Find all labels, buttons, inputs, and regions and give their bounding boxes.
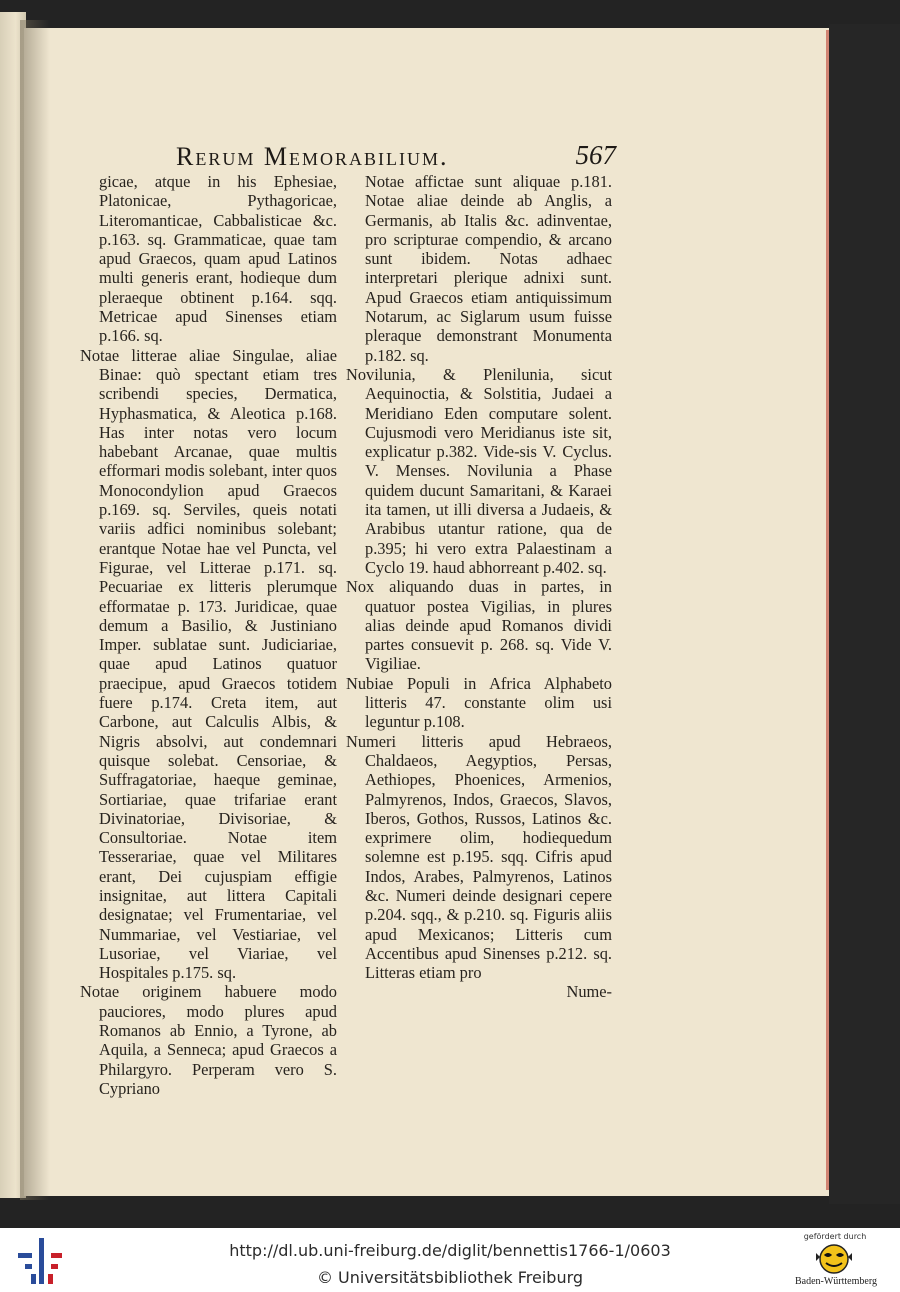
- index-entry: Nubiae Populi in Africa Alphabeto litteris 47. constante olim usi leguntur p.108.: [346, 673, 612, 732]
- scan-margin-right: [829, 24, 900, 1204]
- coat-of-arms-icon: [814, 1243, 854, 1275]
- running-head-title: Rerum Memorabilium.: [176, 142, 449, 171]
- sponsor-name: Baden-Württemberg: [794, 1276, 877, 1287]
- running-head: [176, 140, 616, 174]
- sponsor-label: gefördert durch: [803, 1232, 867, 1241]
- page-gutter: [20, 20, 50, 1200]
- right-column: [346, 172, 612, 1002]
- document-url[interactable]: http://dl.ub.uni-freiburg.de/diglit/bennettis1766-1/0603: [229, 1241, 671, 1260]
- page-number: 567: [575, 140, 616, 170]
- index-entry: Notae litterae aliae Singulae, aliae Binae: quò spectant etiam tres scribendi species, Dermatica, Hyphasmatica, & Aleotica p.168. Has inter notas vero locum habebant Arcanae, quae multis efformari modis solebant, inter quos Monocondylion apud Graecos p.169. sq. Serviles, queis notati variis adfici nominibus solebant; erantque Notae hae vel Puncta, vel Figurae, vel Litterae p.171. sq. Pecuariae ex litteris plerumque efformatae p. 173. Juridicae, quae demum a Basilio, & Justiniano Imper. sublatae sunt. Judiciariae, quae apud Latinos quatuor praecipue, apud Graecos totidem fuere p.174. Creta item, aut Carbone, aut Calculis Albis, & Nigris absolvi, aut condemnari quisque solebat. Censoriae, & Suffragatoriae, haeque geminae, Sortiariae, quae trifariae erant Divinatoriae, Divisoriae, & Consultoriae. Notae item Tesserariae, quae vel Militares erant, Dei cujuspiam effigie insignitae, aut littera Capitali designatae; vel Frumentariae, vel Nummariae, vel Vestiariae, vel Lusoriae, vel Viariae, vel Hospitales p.175. sq.: [80, 345, 337, 983]
- index-entry: Novilunia, & Plenilunia, sicut Aequinoctia, & Solstitia, Judaei a Meridiano Eden computare solent. Cujusmodi vero Meridianus iste sit, explicatur p.382. Vide-sis V. Cyclus. V. Menses. Novilunia a Phase quidem ducunt Samaritani, & Karaei ita tamen, ut illi diversa a Judaeis, & Arabibus utantur ratione, qua de p.395; hi vero extra Palaestinam a Cyclo 19. haud abhorreant p.402. sq.: [346, 364, 612, 577]
- index-entry: gicae, atque in his Ephesiae, Platonicae, Pythagoricae, Literomanticae, Cabbalisticae &c. p.163. sq. Grammaticae, quae tam apud Graecos, quam apud Latinos multi generis erant, hodieque dum pleraeque obtinent p.164. sqq. Metricae apud Sinenses etiam p.166. sq.: [99, 172, 337, 346]
- viewer-footer: [0, 1228, 900, 1292]
- copyright-notice: © Universitätsbibliothek Freiburg: [316, 1268, 584, 1287]
- index-entry: Notae affictae sunt aliquae p.181. Notae aliae deinde ab Anglis, a Germanis, ab Italis &c. adinventae, pro scripturae compendio, & arcano sunt ibidem. Notas adhaec interpretari plerique adnixi sunt. Apud Graecos etiam antiquissimum Notarum, ac Siglarum usum fuisse pleraque demonstrant Monumenta p.182. sq.: [365, 172, 612, 365]
- catchword: Nume-: [566, 982, 612, 1002]
- index-entry: Nox aliquando duas in partes, in quatuor postea Vigilias, in plures alias deinde apud Romanos dividi partes consuevit p. 268. sq. Vide V. Vigiliae.: [346, 577, 612, 674]
- left-column: [80, 172, 337, 1098]
- index-entry: Numeri litteris apud Hebraeos, Chaldaeos, Aegyptios, Persas, Aethiopes, Phoenices, Armenios, Palmyrenos, Indos, Graecos, Slavos, Iberos, Gothos, Russos, Latinos &c. exprimere olim, hodiequedum solemne est p.195. sqq. Cifris apud Indos, Arabes, Palmyrenos, Latinos &c. Numeri deinde designari cepere p.204. sqq., & p.210. sq. Figuris aliis apud Mexicanos; Litteris cum Accentibus apud Sinenses p.212. sq. Litteras etiam pro: [346, 731, 612, 983]
- index-entry: Notae originem habuere modo pauciores, modo plures apud Romanos ab Ennio, a Tyrone, ab Aquila, a Senneca; apud Graecos a Philargyro. Perperam vero S. Cypriano: [80, 982, 337, 1098]
